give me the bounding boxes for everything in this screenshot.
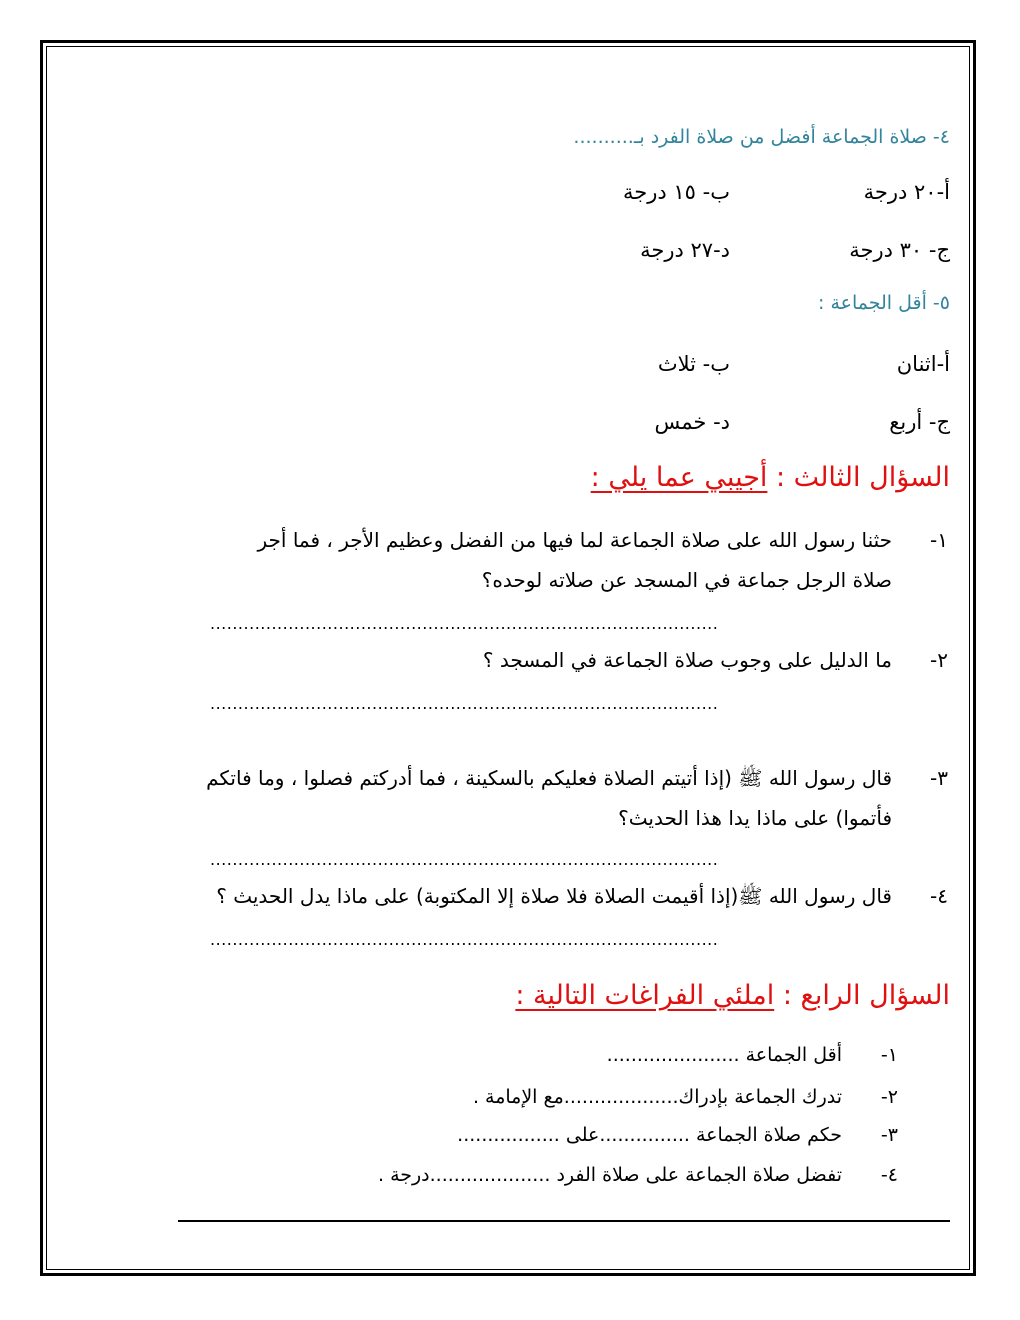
section3-q2-line1: ما الدليل على وجوب صلاة الجماعة في المسجد ؟: [482, 648, 892, 672]
mcq-5-option-d: د- خمس: [654, 410, 730, 434]
bottom-rule: [178, 1220, 950, 1222]
section4-item1-number: ١-: [880, 1044, 898, 1066]
section4-item3-number: ٣-: [880, 1124, 898, 1146]
section3-q1-text: [152, 520, 892, 600]
section3-q2-answer-line: ...........................................................................................: [210, 694, 719, 713]
section3-title-plain: السؤال الثالث :: [767, 462, 950, 493]
section4-item1-text: أقل الجماعة ......................: [606, 1044, 842, 1066]
mcq-question-4: ٤- صلاة الجماعة أفضل من صلاة الفرد بـ..........: [573, 126, 950, 148]
section3-q4-text: [132, 876, 892, 916]
section4-item2-text: تدرك الجماعة بإدراك...................مع الإمامة .: [472, 1086, 842, 1108]
section3-q2-text: [152, 640, 892, 680]
section4-item4-number: ٤-: [880, 1164, 898, 1186]
section4-title-plain: السؤال الرابع :: [774, 980, 950, 1011]
mcq-question-5: ٥- أقل الجماعة :: [818, 292, 950, 314]
mcq-4-option-a: أ-٢٠ درجة: [863, 180, 950, 204]
section3-title: [591, 462, 950, 493]
section3-q3-number: ٣-: [930, 766, 948, 790]
section3-q1-number: ١-: [930, 528, 948, 552]
section3-q1-line1: حثنا رسول الله على صلاة الجماعة لما فيها من الفضل وعظيم الأجر ، فما أجر: [257, 528, 892, 552]
section3-q3-line1: قال رسول الله ﷺ (إذا أتيتم الصلاة فعليكم بالسكينة ، فما أدركتم فصلوا ، وما فاتكم: [206, 766, 892, 790]
section3-q3-answer-line: ...........................................................................................: [210, 850, 719, 869]
mcq-5-option-b: ب- ثلاث: [657, 352, 730, 376]
section3-title-underlined: أجيبي عما يلي :: [590, 462, 768, 493]
section3-q4-number: ٤-: [930, 884, 948, 908]
section3-q1-line2: صلاة الرجل جماعة في المسجد عن صلاته لوحده؟: [481, 568, 892, 592]
mcq-4-option-d: د-٢٧ درجة: [640, 238, 730, 262]
section4-item2-number: ٢-: [880, 1086, 898, 1108]
section3-q4-line1: قال رسول الله ﷺ(إذا أقيمت الصلاة فلا صلاة إلا المكتوبة) على ماذا يدل الحديث ؟: [216, 884, 892, 908]
mcq-5-option-a: أ-اثنان: [896, 352, 950, 376]
mcq-5-option-c: ج- أربع: [889, 410, 950, 434]
section3-q3-line2: فأتموا) على ماذا يدا هذا الحديث؟: [618, 806, 892, 830]
section3-q2-number: ٢-: [930, 648, 948, 672]
mcq-4-option-b: ب- ١٥ درجة: [622, 180, 730, 204]
section4-item4-text: تفضل صلاة الجماعة على صلاة الفرد ....................درجة .: [377, 1164, 842, 1186]
section4-title-underlined: املئي الفراغات التالية :: [515, 980, 775, 1011]
section4-title: [515, 980, 950, 1011]
mcq-4-option-c: ج- ٣٠ درجة: [849, 238, 950, 262]
section3-q1-answer-line: ...........................................................................................: [210, 614, 719, 633]
section3-q3-text: [132, 758, 892, 838]
section3-q4-answer-line: ...........................................................................................: [210, 930, 719, 949]
section4-item3-text: حكم صلاة الجماعة ...............على .................: [457, 1124, 842, 1146]
